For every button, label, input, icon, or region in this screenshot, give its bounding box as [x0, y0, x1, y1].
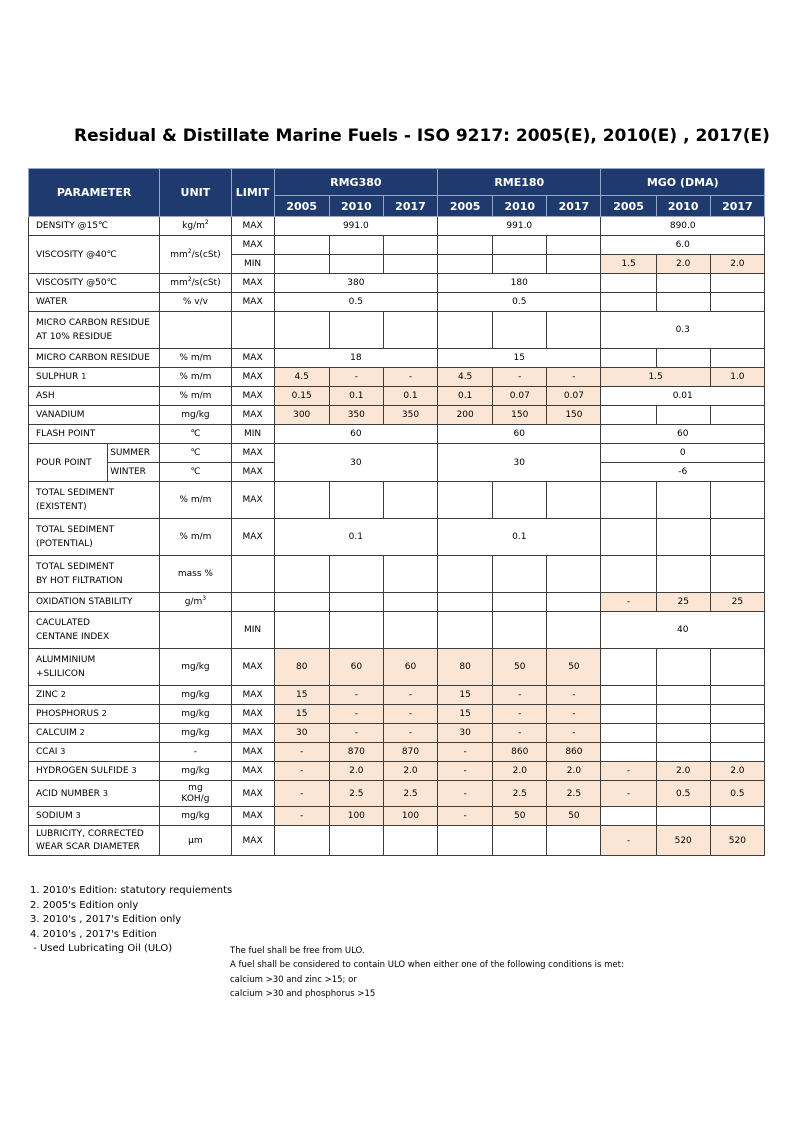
- year-header: 2010: [493, 196, 547, 217]
- value-cell: 0.1: [383, 387, 437, 406]
- ulo-line: calcium >30 and zinc >15; or: [230, 974, 357, 985]
- value-cell: -: [329, 368, 383, 387]
- value-cell: 0.5: [438, 293, 601, 312]
- unit-cell: % v/v: [160, 293, 231, 312]
- param-cell: OXIDATION STABILITY: [29, 593, 160, 612]
- value-cell: -: [547, 368, 601, 387]
- footnote: 3. 2010's , 2017's Edition only: [30, 914, 182, 925]
- param-cell: HYDROGEN SULFIDE 3: [29, 762, 160, 781]
- limit-cell: MAX: [231, 368, 274, 387]
- value-cell: 2.0: [656, 255, 710, 274]
- limit-cell: MAX: [231, 463, 274, 482]
- unit-cell: ℃: [160, 425, 231, 444]
- value-cell: 2.0: [710, 255, 764, 274]
- value-cell: 80: [438, 649, 493, 686]
- ulo-line: A fuel shall be considered to contain ULO when either one of the following conditions is met:: [230, 960, 624, 971]
- value-cell: -: [438, 781, 493, 807]
- value-cell: 50: [547, 649, 601, 686]
- table-row: [29, 807, 765, 826]
- value-cell: 15: [438, 686, 493, 705]
- limit-cell: MAX: [231, 807, 274, 826]
- value-cell: 991.0: [274, 217, 437, 236]
- value-cell: 1.5: [601, 368, 710, 387]
- param-cell: FLASH POINT: [29, 425, 160, 444]
- year-header: 2005: [274, 196, 329, 217]
- value-cell: 150: [493, 406, 547, 425]
- param-cell: ZINC 2: [29, 686, 160, 705]
- value-cell: 30: [274, 724, 329, 743]
- unit-cell: $mm^2/s(cSt)$: [160, 274, 231, 293]
- value-cell: 0: [601, 444, 765, 463]
- value-cell: -: [601, 593, 656, 612]
- value-cell: -: [438, 762, 493, 781]
- value-cell: 350: [383, 406, 437, 425]
- unit-cell: mg/kg: [160, 406, 231, 425]
- value-cell: 100: [329, 807, 383, 826]
- unit-cell: ℃: [160, 463, 231, 482]
- table-row: [29, 236, 765, 255]
- value-cell: 4.5: [438, 368, 493, 387]
- value-cell: 380: [274, 274, 437, 293]
- param-cell: MICRO CARBON RESIDUE: [29, 349, 160, 368]
- table-row: [29, 425, 765, 444]
- value-cell: 200: [438, 406, 493, 425]
- value-cell: 150: [547, 406, 601, 425]
- table-row: [29, 781, 765, 807]
- value-cell: 890.0: [601, 217, 765, 236]
- value-cell: 300: [274, 406, 329, 425]
- limit-cell: MAX: [231, 826, 274, 856]
- limit-cell: MAX: [231, 519, 274, 556]
- param-cell: WATER: [29, 293, 160, 312]
- param-cell: ALUMMINIUM +SLILICON: [29, 649, 160, 686]
- header-group-mgo: MGO (DMA): [601, 169, 765, 196]
- param-cell: CACULATED CENTANE INDEX: [29, 612, 160, 649]
- value-cell: -: [601, 762, 656, 781]
- value-cell: -: [601, 781, 656, 807]
- value-cell: 1.5: [601, 255, 656, 274]
- value-cell: 180: [438, 274, 601, 293]
- unit-cell: mg KOH/g: [160, 781, 231, 807]
- limit-cell: MAX: [231, 762, 274, 781]
- value-cell: -: [274, 762, 329, 781]
- param-sub-cell: WINTER: [108, 463, 160, 482]
- value-cell: 2.0: [656, 762, 710, 781]
- value-cell: 2.0: [710, 762, 764, 781]
- unit-cell: $g/m^3$: [160, 593, 231, 612]
- footnote: - Used Lubricating Oil (ULO): [30, 943, 173, 954]
- param-cell: TOTAL SEDIMENT (EXISTENT): [29, 482, 160, 519]
- year-header: 2010: [656, 196, 710, 217]
- value-cell: -: [493, 724, 547, 743]
- value-cell: -: [547, 686, 601, 705]
- footnote: 1. 2010's Edition: statutory requiements: [30, 885, 233, 896]
- unit-cell: % m/m: [160, 368, 231, 387]
- limit-cell: MAX: [231, 274, 274, 293]
- unit-cell: μm: [160, 826, 231, 856]
- value-cell: -: [601, 826, 656, 856]
- param-cell: PHOSPHORUS 2: [29, 705, 160, 724]
- unit-cell: ℃: [160, 444, 231, 463]
- param-cell: LUBRICITY, CORRECTED WEAR SCAR DIAMETER: [29, 826, 160, 856]
- table-row: [29, 593, 765, 612]
- unit-cell: % m/m: [160, 482, 231, 519]
- header-parameter: PARAMETER: [29, 169, 160, 217]
- value-cell: 0.07: [547, 387, 601, 406]
- value-cell: -: [329, 705, 383, 724]
- table-row: [29, 312, 765, 349]
- value-cell: -: [493, 686, 547, 705]
- param-cell: SODIUM 3: [29, 807, 160, 826]
- param-cell: TOTAL SEDIMENT (POTENTIAL): [29, 519, 160, 556]
- value-cell: 870: [383, 743, 437, 762]
- table-row: [29, 406, 765, 425]
- year-header: 2010: [329, 196, 383, 217]
- value-cell: 50: [547, 807, 601, 826]
- value-cell: 860: [547, 743, 601, 762]
- param-cell: DENSITY @15℃: [29, 217, 160, 236]
- value-cell: 60: [329, 649, 383, 686]
- unit-cell: mg/kg: [160, 724, 231, 743]
- value-cell: 2.5: [547, 781, 601, 807]
- value-cell: -: [547, 705, 601, 724]
- value-cell: -: [383, 686, 437, 705]
- header-group-rme180: RME180: [438, 169, 601, 196]
- value-cell: 6.0: [601, 236, 765, 255]
- limit-cell: MAX: [231, 349, 274, 368]
- value-cell: 0.15: [274, 387, 329, 406]
- table-row: [29, 293, 765, 312]
- limit-cell: MAX: [231, 444, 274, 463]
- value-cell: 40: [601, 612, 765, 649]
- unit-cell: $mm^2/s(cSt)$: [160, 236, 231, 274]
- table-row: [29, 519, 765, 556]
- limit-cell: MAX: [231, 649, 274, 686]
- unit-cell: -: [160, 743, 231, 762]
- value-cell: 1.0: [710, 368, 764, 387]
- value-cell: 520: [656, 826, 710, 856]
- param-cell: ACID NUMBER 3: [29, 781, 160, 807]
- value-cell: 0.5: [274, 293, 437, 312]
- value-cell: -: [438, 807, 493, 826]
- limit-cell: MIN: [231, 612, 274, 649]
- value-cell: 2.0: [329, 762, 383, 781]
- value-cell: 60: [438, 425, 601, 444]
- value-cell: -: [383, 705, 437, 724]
- value-cell: 100: [383, 807, 437, 826]
- value-cell: 18: [274, 349, 437, 368]
- value-cell: 991.0: [438, 217, 601, 236]
- param-cell: POUR POINT: [29, 444, 108, 482]
- unit-cell: mass %: [160, 556, 231, 593]
- unit-cell: $kg/m^2$: [160, 217, 231, 236]
- value-cell: -: [493, 368, 547, 387]
- param-cell: CCAI 3: [29, 743, 160, 762]
- unit-cell: mg/kg: [160, 807, 231, 826]
- table-row: [29, 743, 765, 762]
- limit-cell: MAX: [231, 387, 274, 406]
- value-cell: 2.0: [547, 762, 601, 781]
- header-group-rmg380: RMG380: [274, 169, 437, 196]
- limit-cell: MAX: [231, 705, 274, 724]
- param-cell: MICRO CARBON RESIDUE AT 10% RESIDUE: [29, 312, 160, 349]
- value-cell: 0.01: [601, 387, 765, 406]
- value-cell: 60: [601, 425, 765, 444]
- limit-cell: MAX: [231, 781, 274, 807]
- value-cell: 0.5: [710, 781, 764, 807]
- value-cell: 50: [493, 649, 547, 686]
- table-row: [29, 349, 765, 368]
- value-cell: 0.5: [656, 781, 710, 807]
- table-row: [29, 368, 765, 387]
- ulo-line: calcium >30 and phosphorus >15: [230, 988, 376, 999]
- limit-cell: MAX: [231, 293, 274, 312]
- value-cell: 2.5: [383, 781, 437, 807]
- value-cell: 350: [329, 406, 383, 425]
- value-cell: 870: [329, 743, 383, 762]
- value-cell: -: [274, 781, 329, 807]
- value-cell: 50: [493, 807, 547, 826]
- limit-cell: MIN: [231, 425, 274, 444]
- limit-cell: MAX: [231, 406, 274, 425]
- unit-cell: % m/m: [160, 519, 231, 556]
- table-row: [29, 217, 765, 236]
- value-cell: 25: [656, 593, 710, 612]
- limit-cell: MAX: [231, 686, 274, 705]
- value-cell: 0.1: [274, 519, 437, 556]
- value-cell: 60: [274, 425, 437, 444]
- param-sub-cell: SUMMER: [108, 444, 160, 463]
- footnotes: [30, 884, 232, 957]
- param-cell: TOTAL SEDIMENT BY HOT FILTRATION: [29, 556, 160, 593]
- unit-cell: mg/kg: [160, 686, 231, 705]
- value-cell: -: [274, 743, 329, 762]
- value-cell: 2.5: [329, 781, 383, 807]
- value-cell: 15: [274, 705, 329, 724]
- table-row: [29, 387, 765, 406]
- value-cell: 0.3: [601, 312, 765, 349]
- limit-cell: MAX: [231, 724, 274, 743]
- ulo-line: The fuel shall be free from ULO.: [230, 946, 365, 956]
- table-row: [29, 482, 765, 519]
- value-cell: 860: [493, 743, 547, 762]
- value-cell: 60: [383, 649, 437, 686]
- table-row: [29, 649, 765, 686]
- year-header: 2005: [438, 196, 493, 217]
- header-unit: UNIT: [160, 169, 231, 217]
- value-cell: 0.1: [438, 387, 493, 406]
- value-cell: 0.1: [329, 387, 383, 406]
- limit-cell: MAX: [231, 236, 274, 255]
- value-cell: -: [383, 368, 437, 387]
- table-row: [29, 762, 765, 781]
- table-row: [29, 686, 765, 705]
- param-cell: SULPHUR 1: [29, 368, 160, 387]
- value-cell: 80: [274, 649, 329, 686]
- value-cell: -6: [601, 463, 765, 482]
- value-cell: 2.0: [493, 762, 547, 781]
- year-header: 2017: [547, 196, 601, 217]
- value-cell: -: [329, 724, 383, 743]
- param-cell: VISCOSITY @50℃: [29, 274, 160, 293]
- limit-cell: MAX: [231, 743, 274, 762]
- header-row: [29, 169, 765, 196]
- param-cell: ASH: [29, 387, 160, 406]
- value-cell: -: [438, 743, 493, 762]
- table-row: [29, 724, 765, 743]
- limit-cell: MAX: [231, 482, 274, 519]
- footnote: 4. 2010's , 2017's Edition: [30, 928, 157, 940]
- unit-cell: mg/kg: [160, 762, 231, 781]
- value-cell: 0.1: [438, 519, 601, 556]
- unit-cell: mg/kg: [160, 649, 231, 686]
- ulo-definition: [230, 944, 624, 1001]
- value-cell: 2.0: [383, 762, 437, 781]
- unit-cell: mg/kg: [160, 705, 231, 724]
- fuel-spec-table: [28, 168, 765, 856]
- unit-cell: % m/m: [160, 387, 231, 406]
- value-cell: -: [274, 807, 329, 826]
- unit-cell: % m/m: [160, 349, 231, 368]
- value-cell: 30: [438, 444, 601, 482]
- table-row: [29, 556, 765, 593]
- page-title: Residual & Distillate Marine Fuels - ISO 9217: 2005(E), 2010(E) , 2017(E): [74, 126, 770, 146]
- param-cell: CALCUIM 2: [29, 724, 160, 743]
- param-cell: VANADIUM: [29, 406, 160, 425]
- table-row: [29, 274, 765, 293]
- value-cell: 0.07: [493, 387, 547, 406]
- value-cell: 520: [710, 826, 764, 856]
- value-cell: -: [547, 724, 601, 743]
- year-header: 2017: [710, 196, 764, 217]
- value-cell: 30: [274, 444, 437, 482]
- value-cell: 15: [438, 705, 493, 724]
- value-cell: 4.5: [274, 368, 329, 387]
- header-limit: LIMIT: [231, 169, 274, 217]
- year-header: 2005: [601, 196, 656, 217]
- table-row: [29, 826, 765, 856]
- value-cell: -: [493, 705, 547, 724]
- value-cell: 2.5: [493, 781, 547, 807]
- footnote: 2. 2005's Edition only: [30, 899, 139, 911]
- table-row: [29, 612, 765, 649]
- year-header: 2017: [383, 196, 437, 217]
- value-cell: 25: [710, 593, 764, 612]
- table-row: [29, 705, 765, 724]
- value-cell: 30: [438, 724, 493, 743]
- value-cell: -: [329, 686, 383, 705]
- value-cell: 15: [438, 349, 601, 368]
- limit-cell: MIN: [231, 255, 274, 274]
- table-row: [29, 444, 765, 463]
- value-cell: -: [383, 724, 437, 743]
- limit-cell: MAX: [231, 217, 274, 236]
- param-cell: VISCOSITY @40℃: [29, 236, 160, 274]
- value-cell: 15: [274, 686, 329, 705]
